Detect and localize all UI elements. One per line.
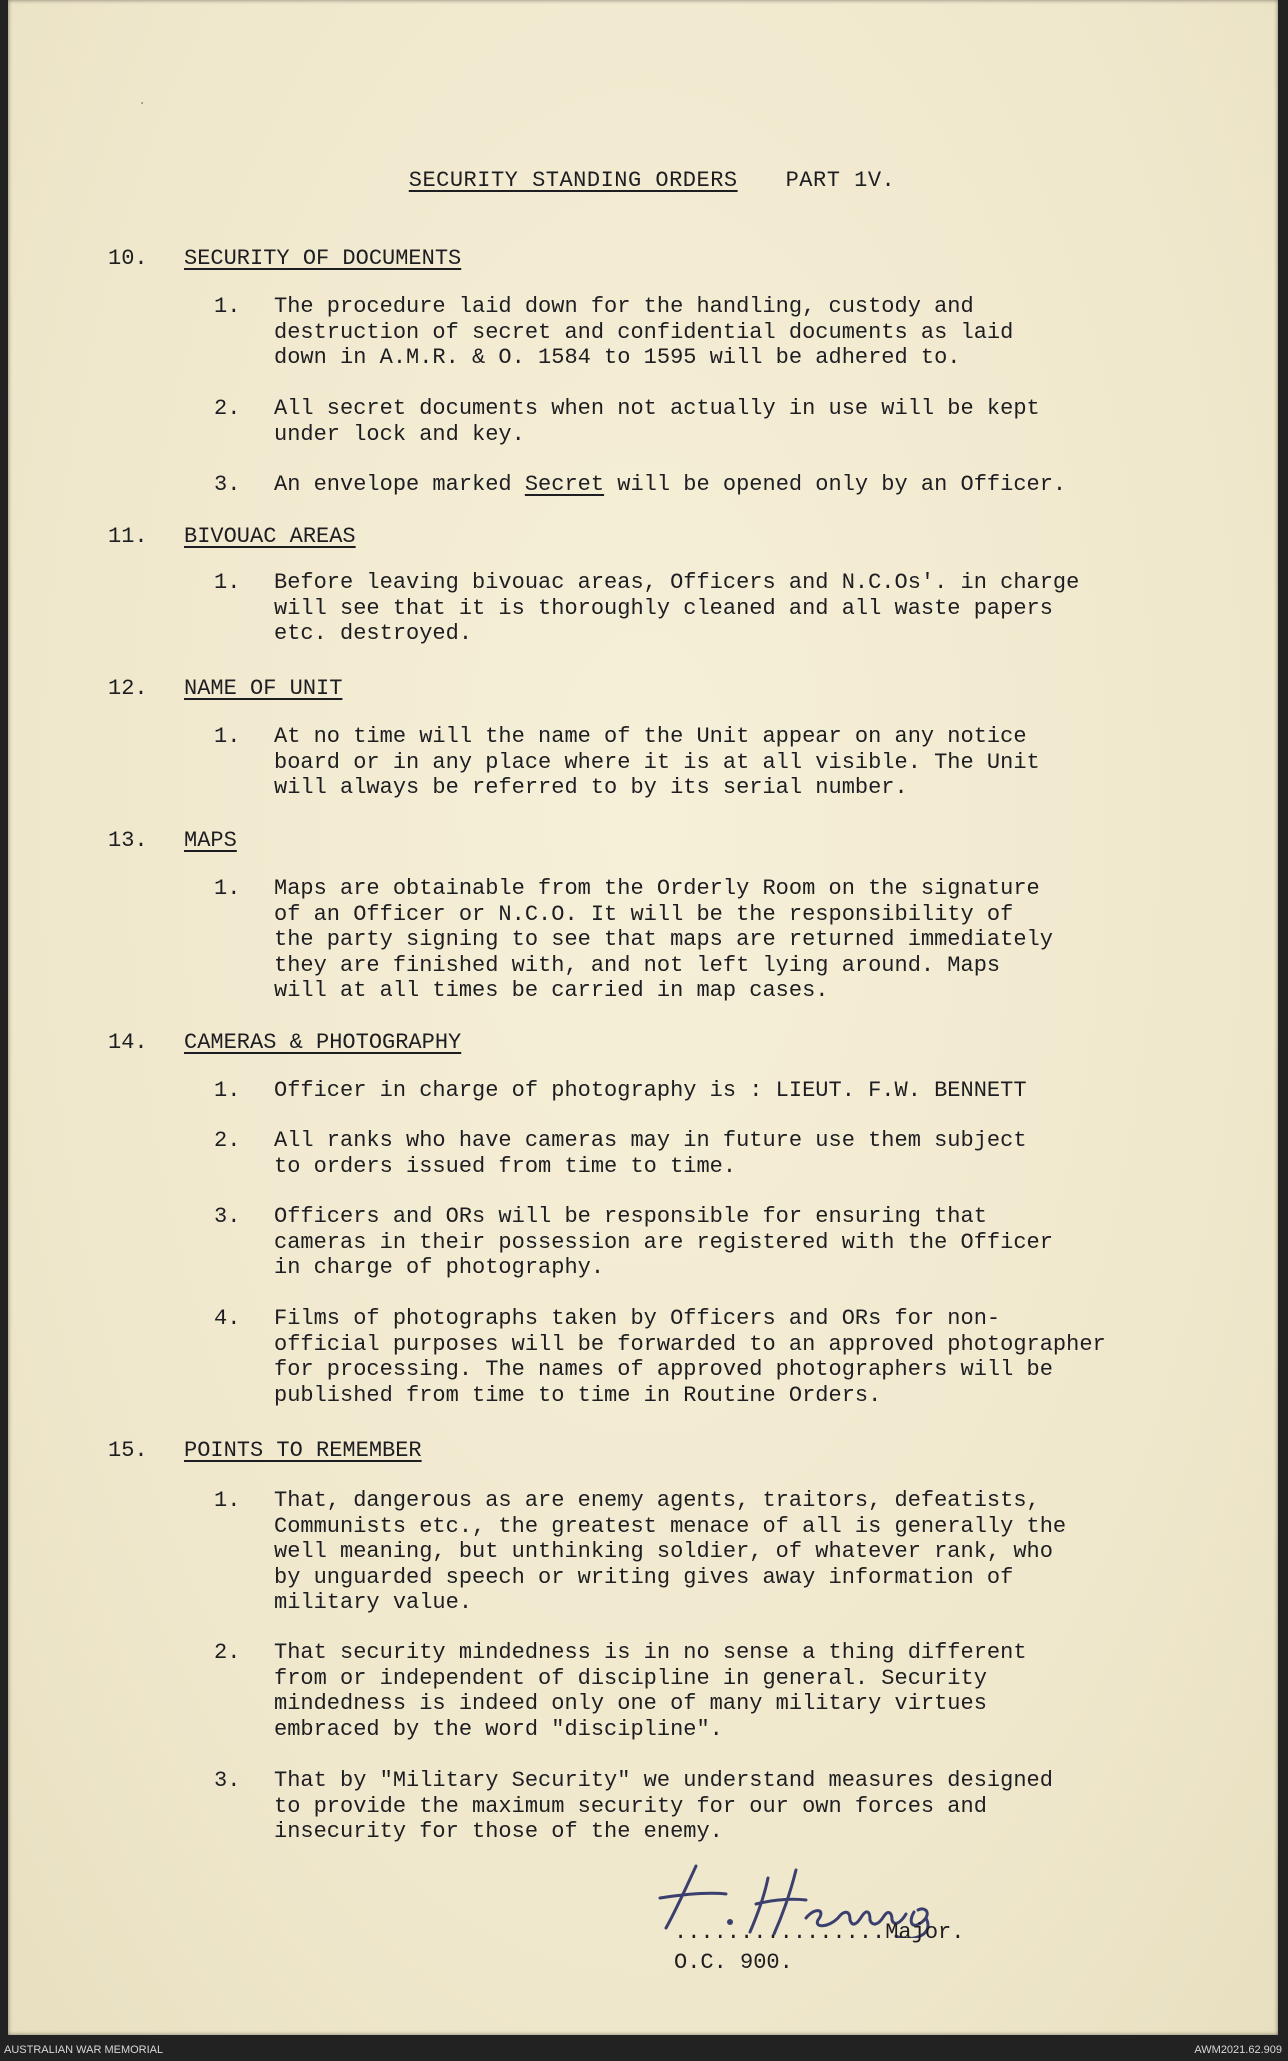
item-text [274,472,1234,498]
document-page [8,0,1278,2035]
item-number: 1. [214,1488,241,1513]
item-number: 1. [214,294,241,319]
item-number: 1. [214,876,241,901]
section-heading: NAME OF UNIT [184,676,343,701]
section-heading: CAMERAS & PHOTOGRAPHY [184,1030,462,1055]
item-number: 3. [214,1204,241,1229]
item-number: 2. [214,1640,241,1665]
item-number: 4. [214,1306,241,1331]
secret-word: Secret [524,472,605,497]
item-text: The procedure laid down for the handling, custody and destruction of secret and confidential documents as laid down in A.M.R. & O. 1584 to 1595 will be adhered to. [274,294,1014,370]
item-text: Before leaving bivouac areas, Officers and N.C.Os'. in charge will see that it is thoroughly cleaned and all waste papers etc. destroyed. [274,570,1080,646]
archive-name: AUSTRALIAN WAR MEMORIAL [4,2044,164,2056]
page-title [8,168,1288,193]
item-text: That, dangerous as are enemy agents, traitors, defeatists, Communists etc., the greatest menace of all is generally the well meaning, but unthinking soldier, of whatever rank, who by unguarded speech or writing gives away information of military value. [274,1488,1067,1615]
section-heading: MAPS [184,828,237,853]
text-before: An envelope marked [274,472,525,497]
item-text: Officer in charge of photography is : LIEUT. F.W. BENNETT [274,1078,1027,1103]
item-text: Officers and ORs will be responsible for ensuring that cameras in their possession are registered with the Officer in charge of photography. [274,1204,1053,1280]
item-number: 1. [214,724,241,749]
item-text: That by "Military Security" we understand measures designed to provide the maximum security for our own forces and insecurity for those of the enemy. [274,1768,1053,1844]
paper-mark: · [138,96,147,112]
item-number: 2. [214,1128,241,1153]
archive-id: AWM2021.62.909 [1194,2044,1282,2056]
section-heading: SECURITY OF DOCUMENTS [184,246,462,271]
item-number: 3. [214,1768,241,1793]
section-heading: BIVOUAC AREAS [184,524,356,549]
title-text: SECURITY STANDING ORDERS [408,168,738,193]
section-number: 11. [108,524,148,549]
section-number: 13. [108,828,148,853]
title-part: PART 1V. [785,168,896,193]
item-number: 1. [214,570,241,595]
item-text: All secret documents when not actually in use will be kept under lock and key. [274,396,1040,447]
item-text: Films of photographs taken by Officers and ORs for non- official purposes will be forwarded to an approved photographer for processing. The names of approved photographers will be published from time to time in Routine Orders. [274,1306,1106,1408]
text-after: will be opened only by an Officer. [604,472,1067,497]
item-number: 2. [214,396,241,421]
item-text: At no time will the name of the Unit appear on any notice board or in any place where it is at all visible. The Unit will always be referred to by its serial number. [274,724,1040,800]
item-number: 3. [214,472,241,497]
signature-line: ................Major. [674,1920,965,1945]
section-number: 10. [108,246,148,271]
archive-footer [0,2042,1288,2061]
section-number: 15. [108,1438,148,1463]
signatory-title: O.C. 900. [674,1950,793,1975]
item-number: 1. [214,1078,241,1103]
section-heading: POINTS TO REMEMBER [184,1438,422,1463]
item-text: Maps are obtainable from the Orderly Room on the signature of an Officer or N.C.O. It will be the responsibility of the party signing to see that maps are returned immediately they are finished with, and not left lying around. Maps will at all times be carried in map cases. [274,876,1053,1003]
item-text: That security mindedness is in no sense a thing different from or independent of discipline in general. Security mindedness is indeed only one of many military virtues embraced by the word "discipline". [274,1640,1027,1742]
item-text: All ranks who have cameras may in future use them subject to orders issued from time to time. [274,1128,1027,1179]
section-number: 12. [108,676,148,701]
section-number: 14. [108,1030,148,1055]
